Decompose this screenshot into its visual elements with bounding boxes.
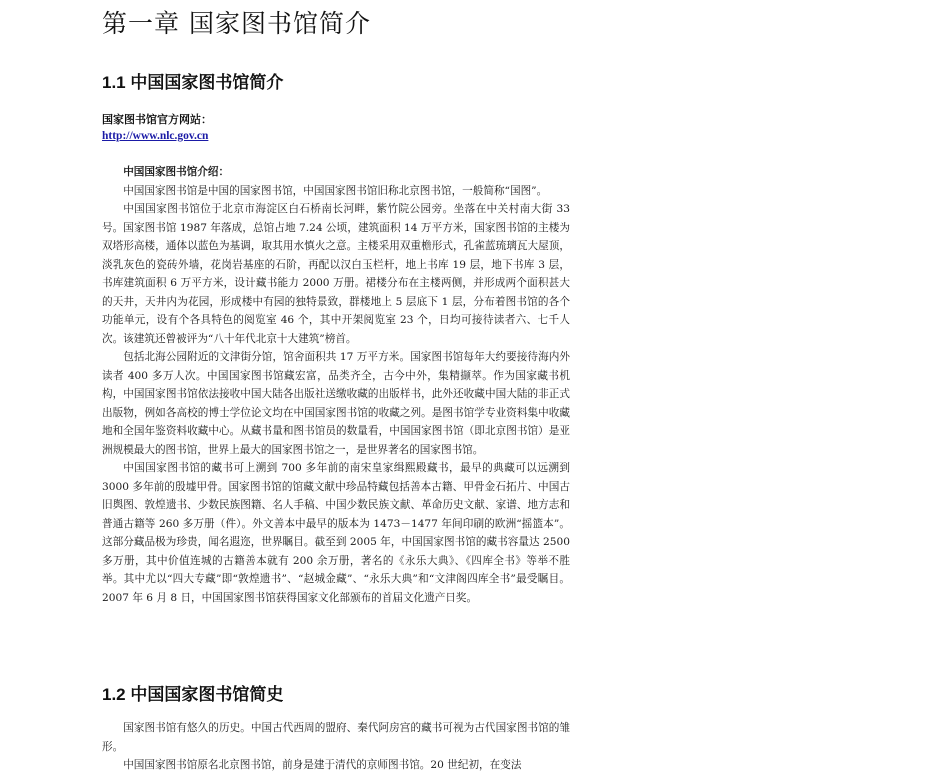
section-1-2-body	[102, 719, 570, 775]
history-paragraph-2: 中国国家图书馆原名北京图书馆，前身是建于清代的京师图书馆。20 世纪初，在变法	[123, 759, 522, 771]
section-1-2-heading: 1.2 中国国家图书馆简史	[102, 685, 284, 704]
history-paragraph-1: 国家图书馆有悠久的历史。中国古代西周的盟府、秦代阿房宫的藏书可视为古代国家图书馆的雏形。	[102, 722, 570, 753]
intro-paragraph-2: 中国国家图书馆位于北京市海淀区白石桥南长河畔，紫竹院公园旁。坐落在中关村南大街 33 号。国家图书馆 1987 年落成，总馆占地 7.24 公顷，建筑面积 14 万平方米，国家图书馆的主楼为双塔形高楼，通体以蓝色为基调，取其用水慎火之意。主楼采用双重檐形式，孔雀蓝琉璃瓦大屋顶，淡乳灰色的瓷砖外墙，花岗岩基座的石阶，再配以汉白玉栏杆，地上书库 19 层，地下书库 3 层，书库建筑面积 6 万平方米，设计藏书能力 2000 万册。裙楼分布在主楼两侧，并形成两个面积甚大的天井，天井内为花园，形成楼中有园的独特景致，群楼地上 5 层底下 1 层，分布着图书馆的各个功能单元，设有个各具特色的阅览室 46 个，其中开架阅览室 23 个，日均可接待读者六、七千人次。该建筑还曾被评为“八十年代北京十大建筑”榜首。	[102, 203, 570, 345]
section-1-1-heading: 1.1 中国国家图书馆简介	[102, 73, 284, 92]
section-1-1-body	[102, 163, 570, 607]
intro-subheading: 中国国家图书馆介绍：	[123, 166, 230, 178]
intro-paragraph-1: 中国国家图书馆是中国的国家图书馆，中国国家图书馆旧称北京图书馆，一般简称“国图”。	[123, 184, 548, 197]
official-site-link[interactable]: http://www.nlc.gov.cn	[102, 130, 209, 142]
intro-paragraph-4: 中国国家图书馆的藏书可上溯到 700 多年前的南宋皇家缉熙殿藏书，最早的典藏可以远溯到 3000 多年前的殷墟甲骨。国家图书馆的馆藏文献中珍品特藏包括善本古籍、甲骨金石拓片、中国古旧舆图、敦煌遗书、少数民族图籍、名人手稿、中国少数民族文献、革命历史文献、家谱、地方志和普通古籍等 260 多万册（件）。外文善本中最早的版本为 1473－1477 年间印刷的欧洲“摇篮本”。这部分藏品极为珍贵，闻名遐迩，世界瞩目。截至到 2005 年，中国国家图书馆的藏书容量达 2500 多万册，其中价值连城的古籍善本就有 200 余万册，著名的《永乐大典》、《四库全书》等举不胜举。其中尤以“四大专藏”即“敦煌遗书”、“赵城金藏”、“永乐大典”和“文津阁四库全书”最受瞩目。2007 年 6 月 8 日，中国国家图书馆获得国家文化部颁布的首届文化遗产日奖。	[102, 462, 570, 604]
official-site-label: 国家图书馆官方网站：	[102, 113, 212, 126]
intro-paragraph-3: 包括北海公园附近的文津街分馆，馆舍面积共 17 万平方米。国家图书馆每年大约要接待海内外读者 400 多万人次。中国国家图书馆藏宏富，品类齐全，古今中外，集精撷萃。作为国家藏书机构，中国国家图书馆依法接收中国大陆各出版社送缴收藏的出版样书，此外还收藏中国大陆的非正式出版物，例如各高校的博士学位论文均在中国国家图书馆的收藏之列。是图书馆学专业资料集中收藏地和全国年鉴资料收藏中心。从藏书量和图书馆员的数量看，中国国家图书馆（即北京图书馆）是亚洲规模最大的图书馆，世界上最大的国家图书馆之一，是世界著名的国家图书馆。	[102, 351, 570, 456]
chapter-title: 第一章 国家图书馆简介	[102, 9, 371, 38]
